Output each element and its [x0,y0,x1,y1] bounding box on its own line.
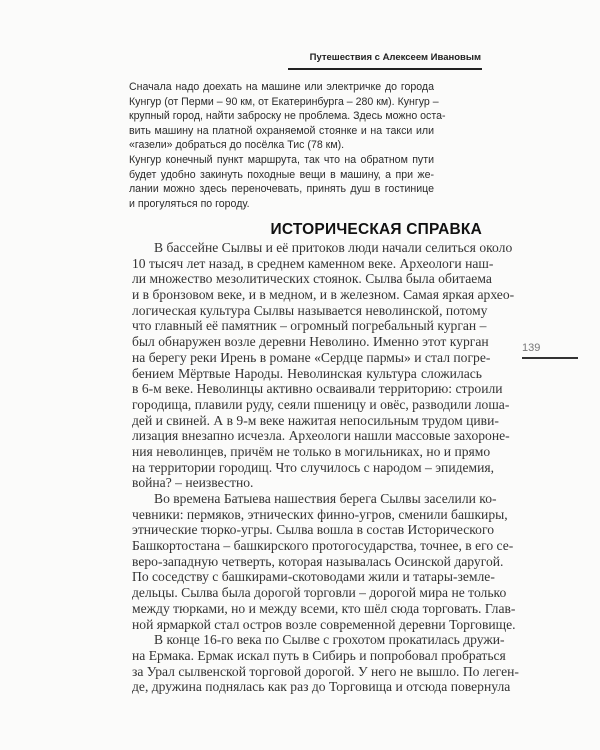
body-text-line: был обнаружен возле деревни Неволино. Именно этот курган [132,334,489,350]
body-text-line: что главный её памятник – огромный погребальный курган – [132,318,487,334]
body-text-line: Башкортостана – башкирского протогосударства, точнее, в его се- [132,538,514,554]
running-head-rule [288,68,482,70]
body-text-line: этнические тюрко-угры. Сылва вошла в состав Исторического [132,522,495,538]
body-text-line: логическая культура Сылвы называется неволинской, потому [132,302,488,318]
body-text-line: По соседству с башкирами-скотоводами жили и татары-земле- [132,569,495,585]
body-text-line: лизация внезапно исчезла. Археологи нашли массовые захороне- [132,428,510,444]
body-text-line: В конце 16-го века по Сылве с грохотом прокатилась дружи- [154,632,505,648]
body-text-line: 10 тысяч лет назад, в среднем каменном веке. Археологи наш- [132,255,494,271]
body-text-line: за Урал сылвенской торговой дорогой. У него не вышло. По леген- [132,663,519,679]
section-heading: ИСТОРИЧЕСКАЯ СПРАВКА [270,221,482,238]
running-head: Путешествия с Алексеем Ивановым [309,52,481,63]
intro-text-line: будет удобно закинуть походные вещи в машину, а при же- [129,168,434,181]
body-text-line: Во времена Батыева нашествия берега Сылвы заселили ко- [154,491,497,506]
intro-text-line: Сначала надо доехать на машине или электричке до города [129,81,434,93]
body-text-block [132,240,519,695]
body-text-line: и в бронзовом веке, и в медном, и в железном. Самая яркая архео- [132,287,515,303]
body-text-line: на берегу реки Ирень в романе «Сердце пармы» и стал погре- [132,349,491,365]
body-text-line: бением Мёртвые Народы. Неволинская культура сложилась [132,365,482,381]
body-text-line: на территории городищ. Что случилось с народом – эпидемия, [132,459,495,475]
body-text-line: на Ермака. Ермак искал путь в Сибирь и попробовал пробраться [132,647,506,663]
page-number: 139 [522,342,541,354]
body-text-line: между тюрками, но и между всеми, кто шёл сюда торговать. Глав- [132,600,516,616]
body-text-line: веро-западную четверть, которая называлась Осинской даругой. [132,553,504,569]
body-text-line: ли множество мезолитических стоянок. Сылва была обитаема [132,271,492,287]
intro-text-line: «газели» добраться до посёлка Тис (78 км). [129,139,345,152]
intro-text-line: лании можно здесь переночевать, принять душ в гостинице [129,183,434,196]
page-number-rule [522,357,578,359]
body-text-line: ния неволинцев, причём не только в могильниках, но и прямо [132,443,491,459]
body-text-line: дельцы. Сылва была дорогой торговли – дорогой мира не только [132,585,507,601]
intro-text-line: крупный город, найти заброску не проблема. Здесь можно оста- [129,110,446,123]
body-text-line: в 6-м веке. Неволинцы активно осваивали территорию: строили [132,381,503,397]
body-text-line: чевники: пермяков, этнических финно-угров, сменили башкиры, [132,506,508,522]
intro-text-line: Кунгур (от Перми – 90 км, от Екатеринбурга – 280 км). Кунгур – [129,95,439,108]
intro-text-line: Кунгур конечный пункт маршрута, так что на обратном пути [129,153,434,166]
body-text-line: В бассейне Сылвы и её притоков люди начали селиться около [154,240,513,255]
intro-text-block [129,80,446,211]
body-text-line: война? – неизвестно. [132,475,254,491]
body-text-line: дей и свиней. А в 9-м веке нажитая непосильным трудом циви- [132,412,499,428]
body-text-line: городища, плавили руду, сеяли пшеницу и овёс, разводили лоша- [132,396,510,412]
intro-text-line: вить машину на платной охраняемой стоянке и на такси или [129,124,434,137]
body-text-line: де, дружина поднялась как раз до Торговища и отсюда повернула [132,679,511,695]
body-text-line: ной ярмаркой стал остров возле современной деревни Торговище. [132,616,516,632]
intro-text-line: и прогуляться по городу. [129,197,250,210]
